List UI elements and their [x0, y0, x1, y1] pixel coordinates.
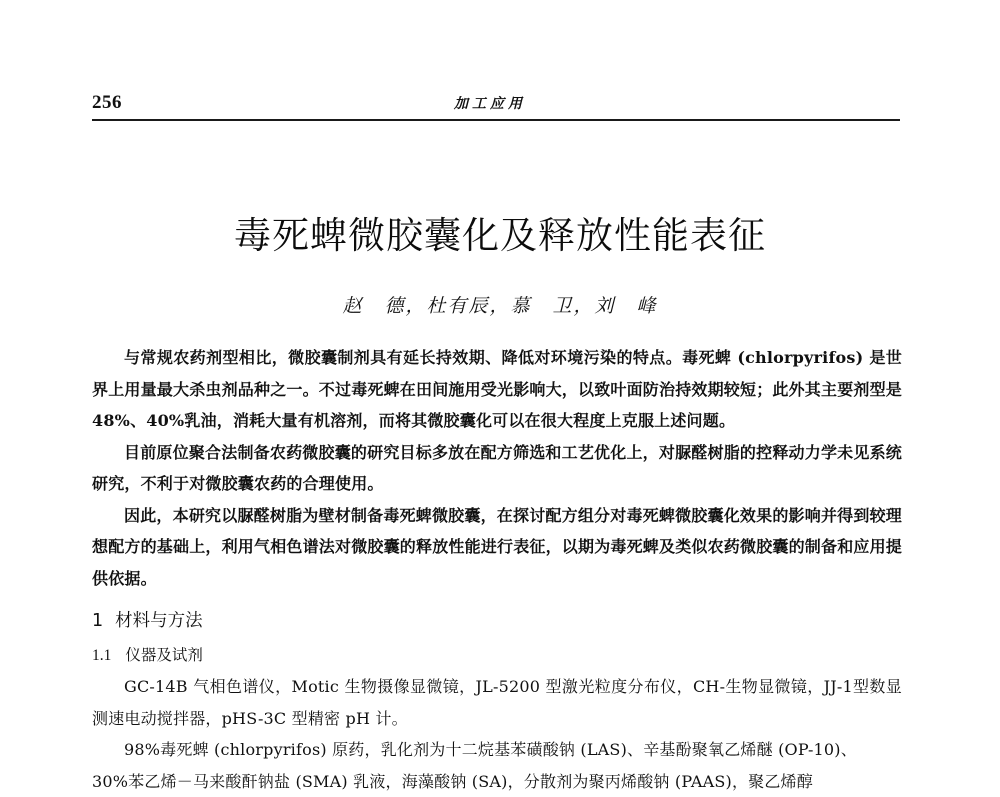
article-body — [92, 342, 902, 780]
header-rule — [92, 119, 900, 121]
section-number: 1 — [92, 611, 103, 631]
running-head — [92, 92, 900, 118]
subsection-number: 1.1 — [92, 647, 111, 664]
instruments-paragraph: GC-14B 气相色谱仪，Motic 生物摄像显微镜，JL-5200 型激光粒度分布仪，CH-生物显微镜，JJ-1型数显测速电动搅拌器，pHS-3C 型精密 pH 计。 — [92, 671, 902, 734]
journal-section-title: 加工应用 — [454, 93, 526, 113]
intro-paragraph-1: 与常规农药剂型相比，微胶囊制剂具有延长持效期、降低对环境污染的特点。毒死蜱 (chlorpyrifos) 是世界上用量最大杀虫剂品种之一。不过毒死蜱在田间施用受光影响大，以致叶面防治持效期较短；此外其主要剂型是48%、40%乳油，消耗大量有机溶剂，而将其微胶囊化可以在很大程度上克服上述问题。 — [92, 342, 902, 437]
cut-off-line-wrapper — [92, 766, 902, 780]
page-number: 256 — [92, 92, 122, 114]
author-list: 赵 德，杜有辰，慕 卫，刘 峰 — [0, 291, 1000, 318]
intro-paragraph-3: 因此，本研究以脲醛树脂为壁材制备毒死蜱微胶囊，在探讨配方组分对毒死蜱微胶囊化效果的影响并得到较理想配方的基础上，利用气相色谱法对微胶囊的释放性能进行表征，以期为毒死蜱及类似农药微胶囊的制备和应用提供依据。 — [92, 500, 902, 595]
section-heading-1 — [92, 606, 902, 636]
reagents-paragraph: 98%毒死蜱 (chlorpyrifos) 原药，乳化剂为十二烷基苯磺酸钠 (LAS)、辛基酚聚氧乙烯醚 (OP-10)、 — [92, 734, 902, 766]
cut-off-line: 30%苯乙烯－马来酸酐钠盐 (SMA) 乳液，海藻酸钠 (SA)，分散剂为聚丙烯酸钠 (PAAS)，聚乙烯醇 — [92, 766, 902, 797]
subsection-heading-1-1 — [92, 640, 902, 671]
article-title: 毒死蜱微胶囊化及释放性能表征 — [0, 205, 1000, 259]
intro-paragraph-2: 目前原位聚合法制备农药微胶囊的研究目标多放在配方筛选和工艺优化上，对脲醛树脂的控释动力学未见系统研究，不利于对微胶囊农药的合理使用。 — [92, 437, 902, 500]
section-title: 材料与方法 — [115, 611, 203, 631]
subsection-title: 仪器及试剂 — [125, 646, 203, 664]
